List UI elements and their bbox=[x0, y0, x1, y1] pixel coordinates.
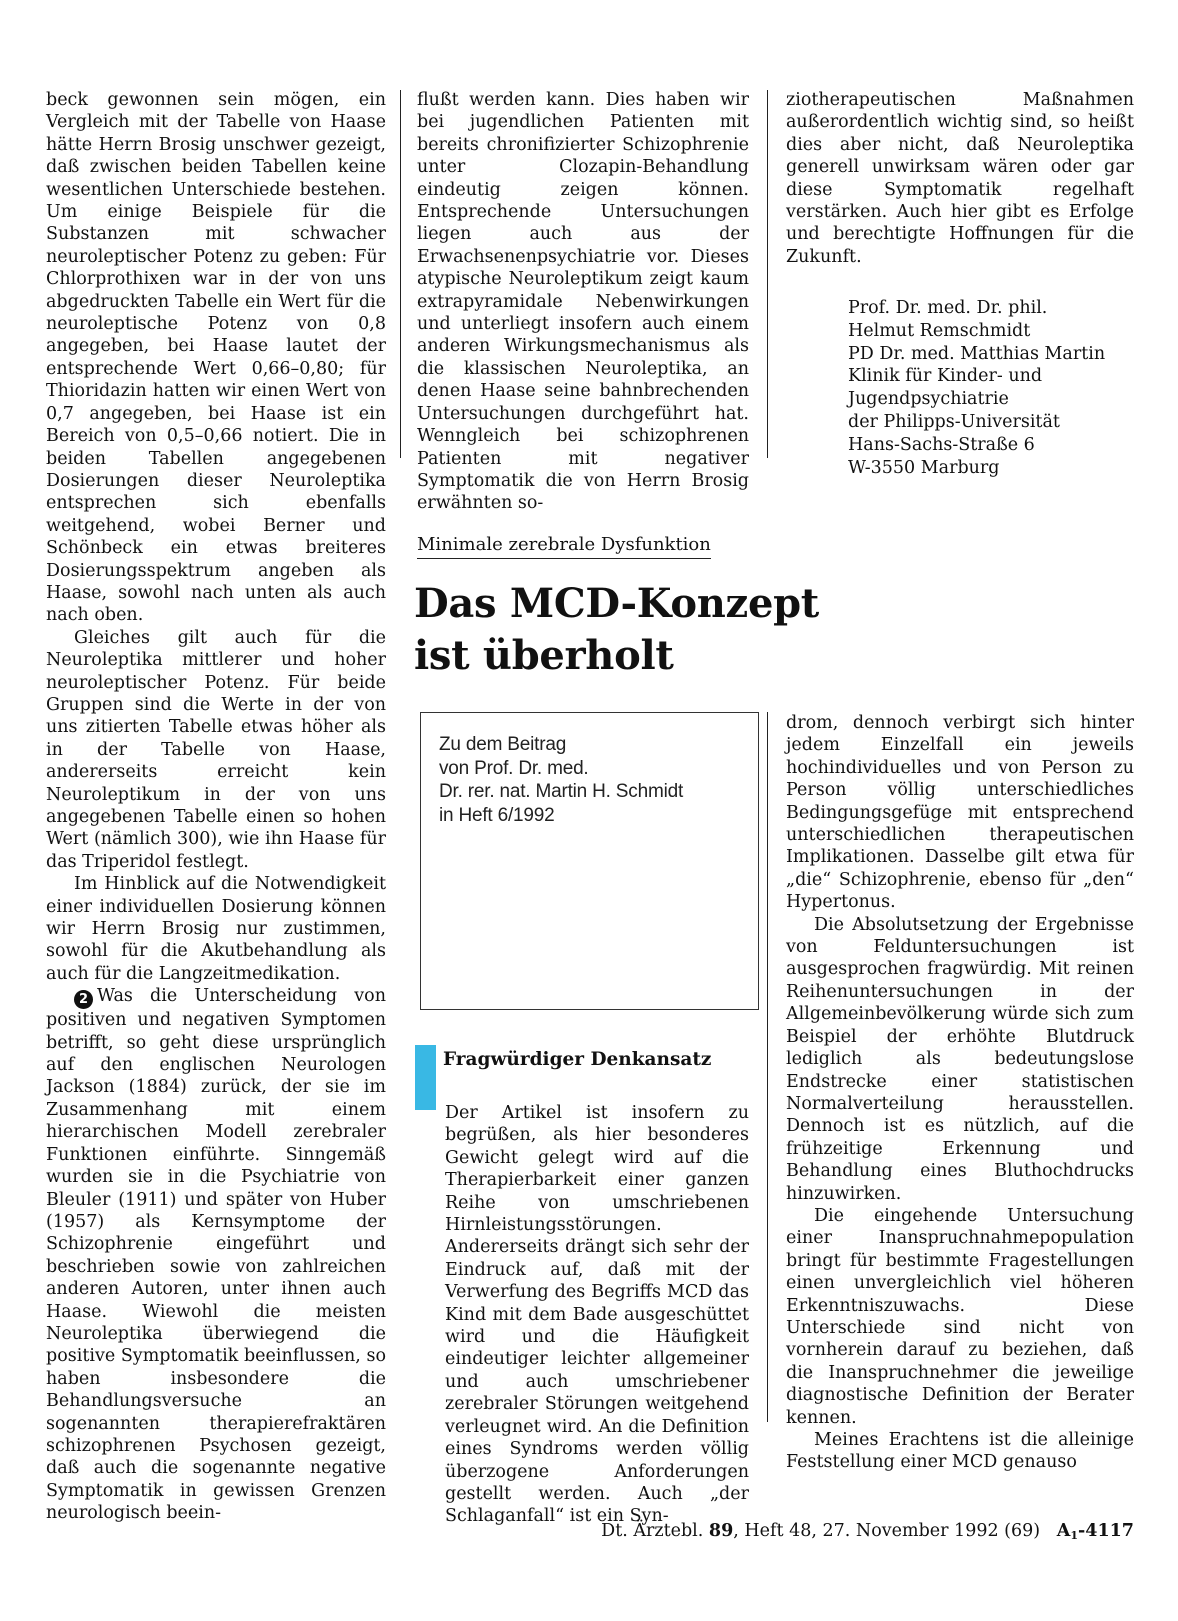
issue-date: , Heft 48, 27. November 1992 (69) bbox=[733, 1521, 1041, 1541]
paragraph: Die eingehende Untersuchung einer Inanspruchnahmepopulation bringt für bestimmte Fragestellungen einen unvergleichlich viel höheren Erkenntniszuwachs. Diese Unterschiede sind nicht von vornherein darauf zu beziehen, daß die Inanspruchnehmer die jeweilige diagnostische Definition der Berater kennen. bbox=[786, 1205, 1134, 1428]
reference-line: von Prof. Dr. med. bbox=[439, 757, 589, 779]
paragraph: Der Artikel ist insofern zu begrüßen, als hier besonderes Gewicht gelegt wird auf die Therapierbarkeit einer ganzen Reihe von umschriebenen Hirnleistungsstörungen. Andererseits drängt sich sehr der Eindruck auf, daß mit der Verwerfung des Begriffs MCD das Kind mit dem Bade ausgeschüttet wird und die Häufigkeit eindeutiger leichter allgemeiner und auch umschriebener zerebraler Störungen weitgehend verleugnet wird. An die Definition eines Syndroms werden völlig überzogene Anforderungen gestellt werden. Auch „der Schlaganfall“ ist ein Syn- bbox=[445, 1103, 749, 1527]
paragraph: flußt werden kann. Dies haben wir bei jugendlichen Patienten mit bereits chronifizierter Schizophrenie unter Clozapin-Behandlung eindeutig zeigen können. Entsprechende Untersuchungen liegen auch aus der Erwachsenenpsychiatrie vor. Dieses atypische Neuroleptikum zeigt kaum extrapyramidale Nebenwirkungen und unterliegt insofern auch einem anderen Wirkungsmechanismus als die klassischen Neuroleptika, an denen Haase seine bahnbrechenden Untersuchungen durchgeführt hat. Wenngleich bei schizophrenen Patienten mit negativer Symptomatik die von Herrn Brosig erwähnten so- bbox=[417, 90, 749, 514]
signature-line: PD Dr. med. Matthias Martin bbox=[848, 343, 1106, 364]
journal-name: Dt. Ärztebl. bbox=[601, 1521, 704, 1541]
signature-line: Jugendpsychiatrie bbox=[848, 389, 1009, 410]
signature-line: W-3550 Marburg bbox=[848, 457, 1000, 478]
author-signature bbox=[848, 297, 1148, 479]
subhead-color-bar bbox=[415, 1045, 436, 1110]
reference-line: Dr. rer. nat. Martin H. Schmidt bbox=[439, 781, 684, 802]
page-number bbox=[1057, 1521, 1134, 1541]
volume-number: 89 bbox=[708, 1521, 734, 1541]
page-prefix: A bbox=[1056, 1521, 1071, 1541]
paragraph: Gleiches gilt auch für die Neuroleptika mittlerer und hoher neuroleptischer Potenz. Für beide Gruppen sind die Werte in der von uns zitierten Tabelle etwas höher als in der Tabelle von Haase, andererseits erreicht kein Neuroleptikum in der von uns angegebenen Tabelle einen so hohen Wert (nämlich 300), wie ihn Haase für das Triperidol festlegt. bbox=[46, 627, 386, 872]
paragraph-numbered bbox=[46, 985, 386, 1524]
reference-line: in Heft 6/1992 bbox=[439, 804, 555, 826]
paragraph: ziotherapeutischen Maßnahmen außerordentlich wichtig sind, so heißt dies aber nicht, daß Neuroleptika generell unwirksam wären oder gar diese Symptomatik regelhaft verstärken. Auch hier gibt es Erfolge und berechtigte Hoffnungen für die Zukunft. bbox=[786, 90, 1134, 267]
signature-line: Hans-Sachs-Straße 6 bbox=[848, 434, 1035, 455]
column-2 bbox=[417, 89, 749, 515]
column-divider bbox=[400, 90, 401, 458]
article-kicker: Minimale zerebrale Dysfunktion bbox=[417, 534, 711, 559]
column-divider bbox=[767, 712, 768, 1422]
article-column-left bbox=[417, 1102, 749, 1528]
paragraph: Die Absolutsetzung der Ergebnisse von Felduntersuchungen ist ausgesprochen fragwürdig. Mit reinen Reihenuntersuchungen in der Allgemeinbevölkerung würde sich zum Beispiel der erhöhte Blutdruck lediglich als bedeutungslose Endstrecke einer statistischen Normalverteilung herausstellen. Dennoch ist es nützlich, auf die frühzeitige Erkennung und Behandlung eines Bluthochdrucks hinzuwirken. bbox=[786, 914, 1134, 1204]
column-1 bbox=[46, 89, 386, 1525]
column-3 bbox=[786, 89, 1134, 268]
reference-line: Zu dem Beitrag bbox=[439, 734, 567, 755]
page-subscript: 1 bbox=[1070, 1529, 1079, 1542]
signature-line: der Philipps-Universität bbox=[848, 411, 1060, 432]
page-num: -4117 bbox=[1078, 1521, 1134, 1541]
paragraph: Meines Erachtens ist die alleinige Feststellung einer MCD genauso bbox=[786, 1430, 1134, 1473]
page-footer bbox=[601, 1520, 1134, 1547]
paragraph: drom, dennoch verbirgt sich hinter jedem Einzelfall ein jeweils hochindividuelles und von Person zu Person völlig unterschiedliches Bedingungsgefüge mit entsprechend unterschiedlichen therapeutischen Implikationen. Dasselbe gilt etwa für „die“ Schizophrenie, ebenso für „den“ Hypertonus. bbox=[786, 713, 1134, 913]
paragraph: beck gewonnen sein mögen, ein Vergleich mit der Tabelle von Haase hätte Herrn Brosig unschwer gezeigt, daß zwischen beiden Tabellen keine wesentlichen Unterschiede bestehen. Um einige Beispiele für die Substanzen mit schwacher neuroleptischer Potenz zu geben: Für Chlorprothixen war in der von uns abgedruckten Tabelle ein Wert für die neuroleptische Potenz von 0,8 angegeben, bei Haase lautet der entsprechende Wert 0,66–0,80; für Thioridazin hatten wir einen Wert von 0,7 angegeben, bei Haase ist ein Bereich von 0,5–0,66 notiert. Die in beiden Tabellen angegebenen Dosierungen dieser Neuroleptika entsprechen sich ebenfalls weitgehend, wobei Berner und Schönbeck ein etwas breiteres Dosierungsspektrum angeben als Haase, sowohl nach unten als auch nach oben. bbox=[46, 90, 386, 626]
signature-line: Helmut Remschmidt bbox=[848, 320, 1031, 341]
paragraph: Im Hinblick auf die Notwendigkeit einer individuellen Dosierung können wir Herrn Brosig nur zustimmen, sowohl für die Akutbehandlung als auch für die Langzeitmedikation. bbox=[46, 874, 386, 984]
number-bullet-icon: 2 bbox=[74, 990, 93, 1009]
paragraph-text: Was die Unterscheidung von positiven und negativen Symptomen betrifft, so geht diese ursprünglich auf den englischen Neurologen Jackson (1884) zurück, der sie im Zusammenhang mit einem hierarchischen Modell zerebraler Funktionen einführte. Sinngemäß wurden sie in die Psychiatrie von Bleuler (1911) und später von Huber (1957) als Kernsymptome der Schizophrenie eingeführt und beschrieben sowie von zahlreichen anderen Autoren, unter ihnen auch Haase. Wiewohl die meisten Neuroleptika überwiegend die positive Symptomatik beeinflussen, so haben insbesondere die Behandlungsversuche an sogenannten therapierefraktären schizophrenen Psychosen gezeigt, daß auch die sogenannte negative Symptomatik in gewissen Grenzen neurologisch beein- bbox=[46, 986, 386, 1524]
signature-line: Prof. Dr. med. Dr. phil. bbox=[848, 298, 1048, 318]
signature-line: Klinik für Kinder- und bbox=[848, 366, 1043, 387]
subhead-title: Fragwürdiger Denkansatz bbox=[443, 1049, 712, 1070]
column-divider bbox=[767, 90, 768, 458]
article-column-right bbox=[786, 712, 1134, 1474]
headline-line: ist überholt bbox=[414, 632, 674, 679]
article-headline bbox=[414, 578, 1134, 682]
reference-box bbox=[420, 712, 759, 1010]
headline-line: Das MCD-Konzept bbox=[414, 580, 819, 627]
